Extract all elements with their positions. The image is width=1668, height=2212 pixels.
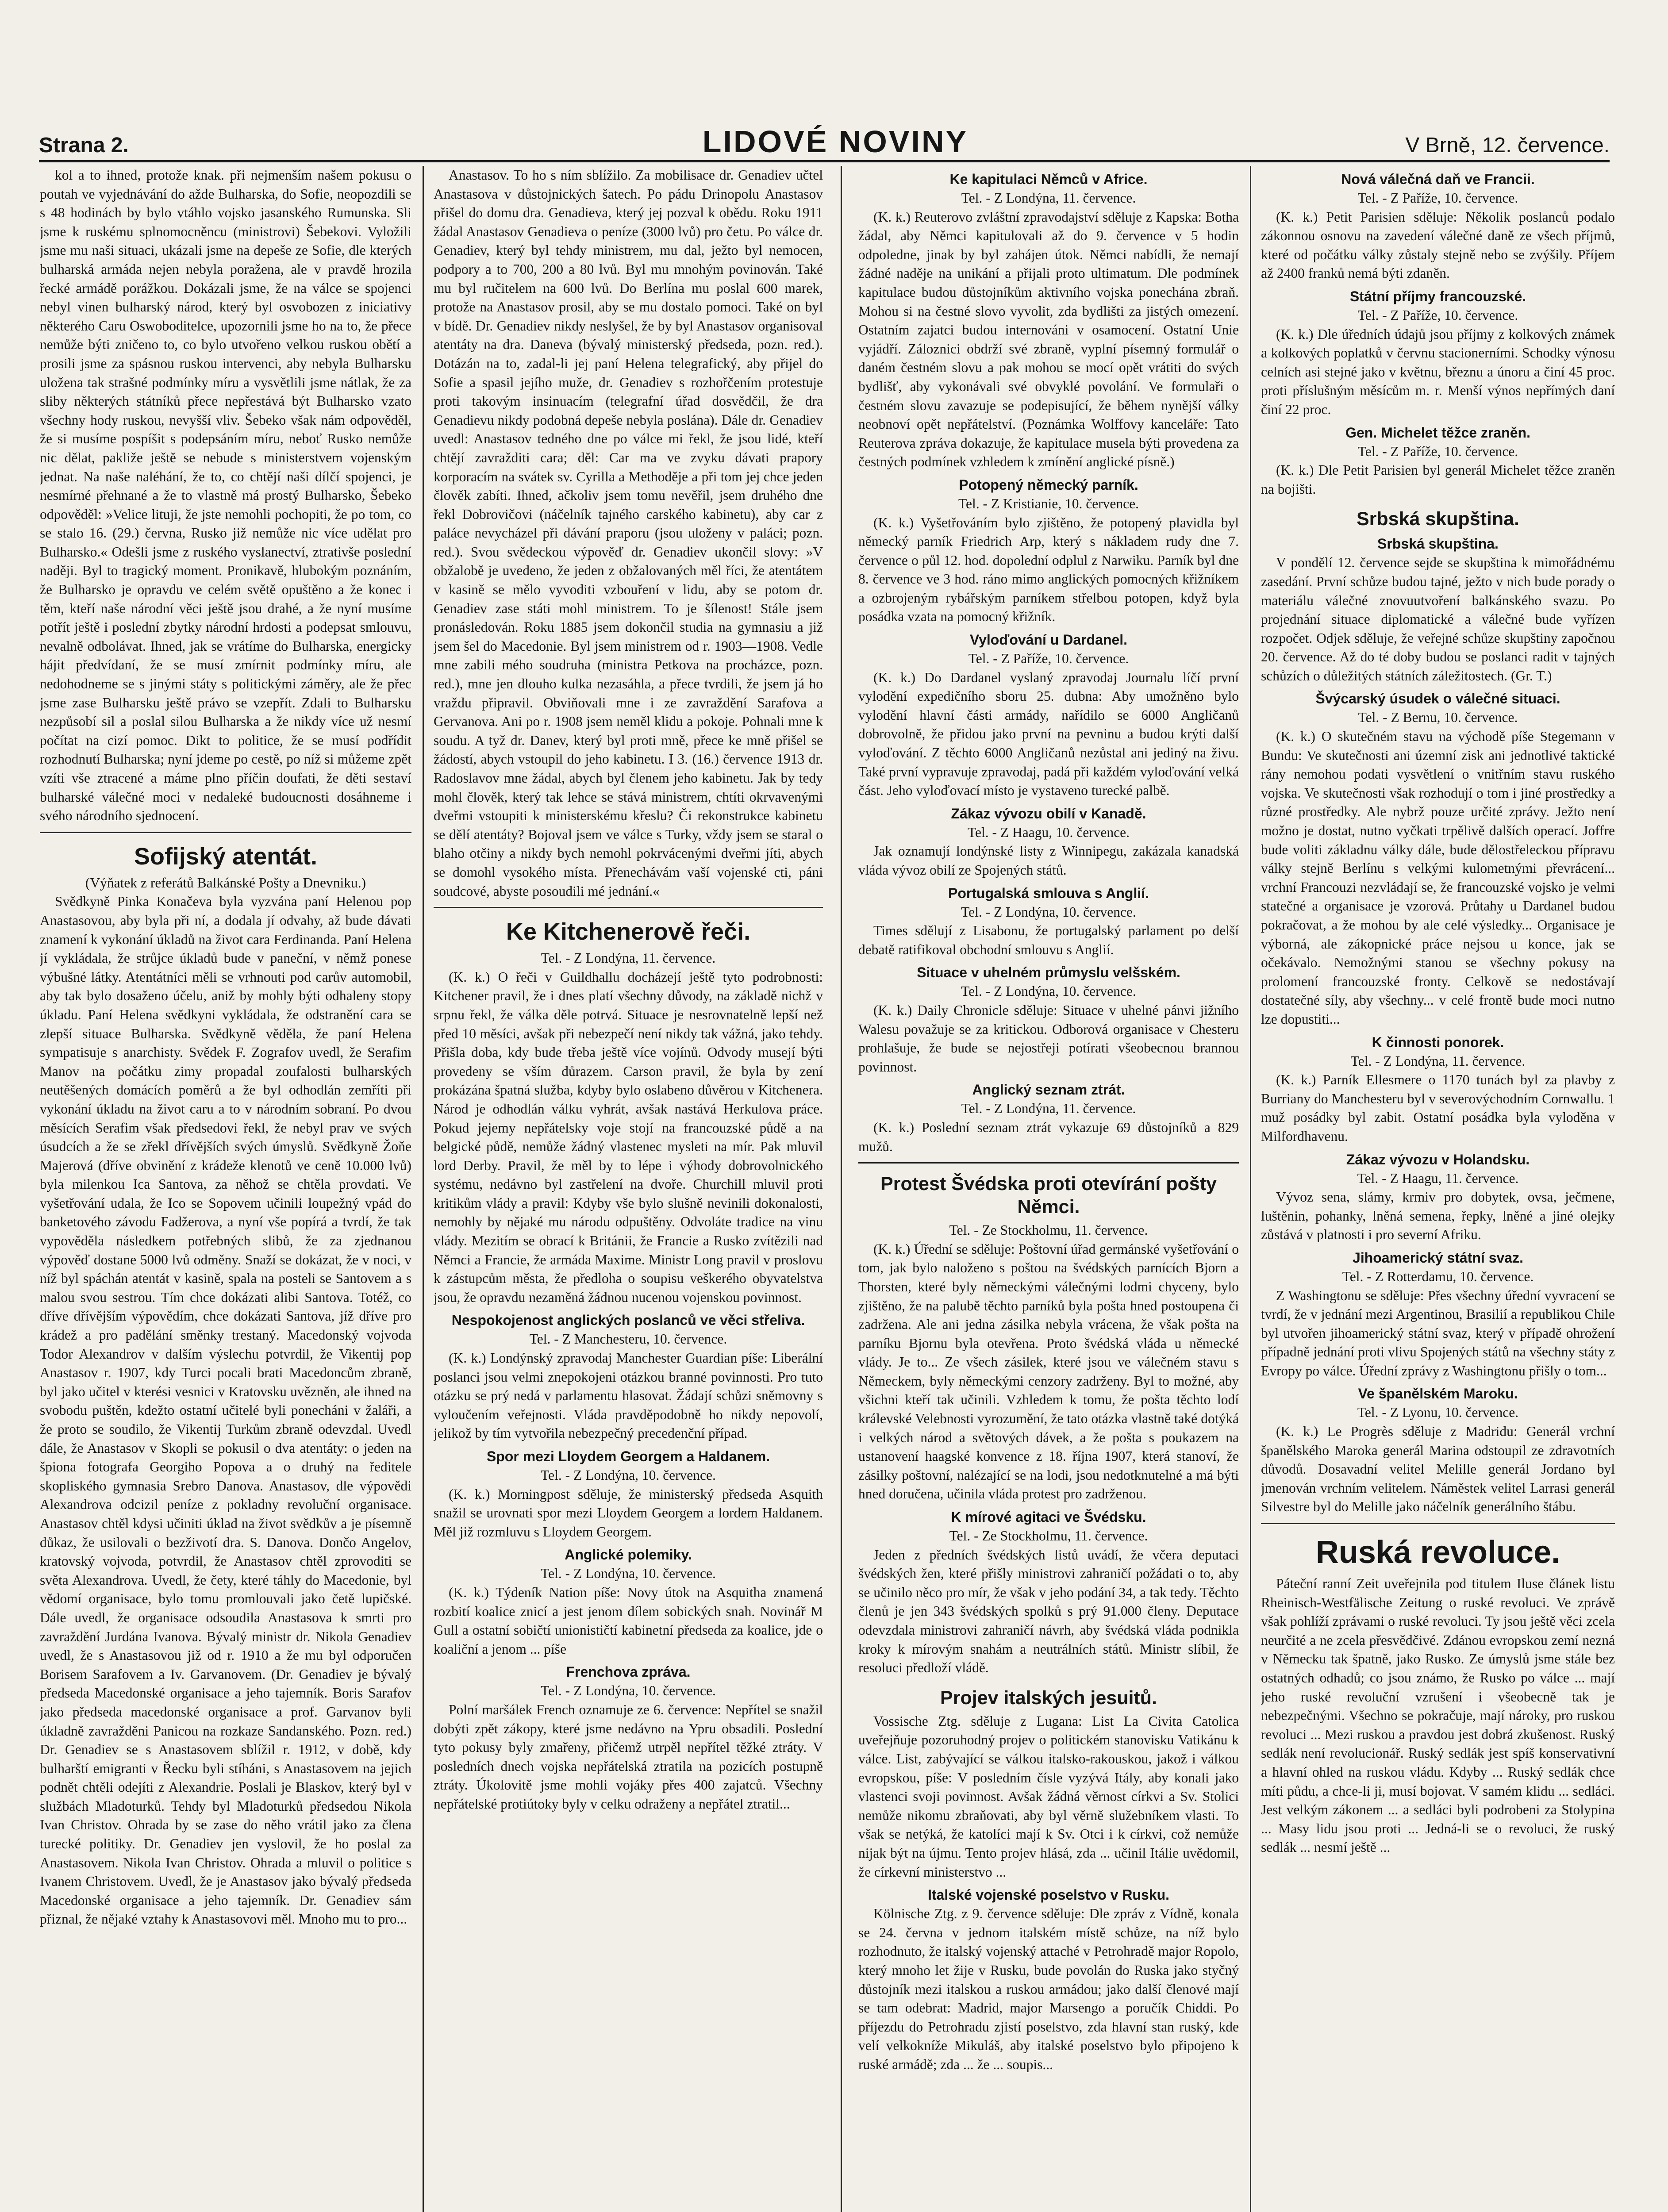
headline-michelet: Gen. Michelet těžce zraněn. xyxy=(1345,424,1530,441)
headline-svycarsky: Švýcarský úsudek o válečné situaci. xyxy=(1315,691,1560,707)
dateline: Tel. - Z Londýna, 11. července. xyxy=(961,1101,1136,1117)
headline-kitchener: Ke Kitchenerově řeči. xyxy=(506,918,751,945)
headline-polemiky: Anglické polemiky. xyxy=(565,1547,692,1563)
masthead-title: LIDOVÉ NOVINY xyxy=(702,124,969,159)
article-body: Svědkyně Pinka Konačeva byla vyzvána paní Helenou pop Anastasovou, aby byla při ní, a dodala jí odvahy, až bude dávati znamení k vykonání úkladů na život cara Ferdinanda. Paní Helena jí vykládala, že strůjce úkladů bude v paneční, v němž ponese výbušné látky. Atentátníci měli se vrhnouti pod carův automobil, aby tak bylo dosaženo účelu, aniž by mohly býti odhaleny stopy úkladu. Paní Helena svědkyni vykládala, že odstranění cara se zlepší situace Bulharska. Svědkyně věděla, že paní Helena sympatisuje s anarchisty. Svědek F. Zografov uvedl, že Serafim Manov na počátku zimy propadal zoufalosti bulharských neutěšených domácích poměrů a že byl odhodlán zemříti při vykonání úkladu na život caru a to v národním sobraní. Po dvou měsících Serafim však předsedovi řekl, že nebyl prav ve svých úsudcích a že se zřekl dřívějších svých úmyslů. Svědkyně Žoňe Majerová (dříve obvinění z krádeže klenotů ve ceně 10.000 lvů) byla milenkou Ica Santova, za něhož se chtěla provdati. Ve vyšetřování udala, že Ico se Sopovem učinili loupežný vpád do banketového závodu Fadžerova, a nyní vše popírá a tvrdí, že tak vypověděla následkem potřebných slibů, že za zjednanou výpověď dostane 5000 lvů odměny. Snaží se dokázat, že v noci, v níž byl spáchán atentát v kasině, spala na posteli se Santovem a s malou svou sestrou. Tím chce dokázati alibi Santova. Totéž, co dříve dřívějším výpovědím, chce dokázati Santova, jíž dříve pro krádež a pro padělání směnky trestaný. Macedonský vojvoda Todor Alexandrov v dalším výslechu potvrdil, že Vikentij pop Anastasov r. 1907, kdy Turci pocali brati Macedoncům zbraně, byl jako učitel v kterési vesnici v Kratovsku uvězněn, ale ihned na svobodu puštěn, kdežto ostatní učitelé byli ponecháni v žaláři, a že proto se soudilo, že Vikentij Turkům zbraně odevzdal. Uvedl dále, že Anastasov v Skopli se pokusil o dva atentáty: o jeden na špiona fotografa Georgiho Popova a o druhý na ředitele skopliského gymnasia Srebro Danova. Anastasov, dle výpovědi Alexandrova odcizil peníze z pokladny revoluční organisace. Anastasov chtěl kdysi učiniti úklad na život svědkův a je písemně důkaz, že usilovali o bezživotí dra. S. Danova. Dončo Angelov, kratovský vojvoda, potvrdil, že Anastasov chtěl zprovoditi se světa Alexandrova. Uvedl, že čety, které táhly do Macedonie, byl vědomí organisace, bylo tomu promlouvali jako četě lupičské. Dále uvedl, že organisace odsoudila Anastasova k smrti pro zavraždění Jurdána Ivanova. Bývalý ministr dr. Nikola Genadiev uvedl, že s Anastasovou již od r. 1910 a že mu byl odporučen Borisem Sarafovem a Iv. Garvanovem. (Dr. Genadiev je bývalý předseda Macedonské organisace a jeho tajemník. Boris Sarafov jako předseda macedonské organisace a prof. Garvanov byli úkladně zavražděni Panicou na rozkaze Sandanského. Pozn. red.) Dr. Genadiev se s Anastasovem sblížil r. 1912, v době, kdy bulharští emigranti v Řecku byli stíháni, s Anastasovem na jejich podnět chtěli odejíti z Alexandrie. Poslali je Blaskov, který byl v službách Mladoturků. Tehdy byl Mladoturků předsedou Nikola Ivan Christov. Ohrada by se zase do něho vrátil jako za člena turecké politiky. Dr. Genadiev jen vyslovil, že ho poslal za Anastasovem. Nikola Ivan Christov. Ohrada a mluvil o politice s Ivanem Christovem. Uvedl, že je Anastasov jako bývalý předseda Macedonské organisace a jeho tajemník. Dr. Genadiev sám přiznal, že nějaké vztahy k Anastasovovi měl. Mnoho mu to pro... xyxy=(40,894,411,1927)
article-body: (K. k.) Týdeník Nation píše: Novy útok na Asquitha znamená rozbití koalice znicí a jest jenom dílem sobických snah. Novinář M Gull a ostatní sobičtí unionističtí kabinetní předseda za koalice, jde o koaliční a jenom ... píše xyxy=(434,1584,823,1657)
headline-zakaz-kanada: Zákaz vývozu obilí v Kanadě. xyxy=(951,805,1146,822)
headline-statni-prijmy: Státní příjmy francouzské. xyxy=(1349,288,1526,304)
article-body: (K. k.) Morningpost sděluje, že ministerský předseda Asquith snažil se urovnati spor mezi Lloydem Georgem a lordem Haldanem. Měl již rozmluvu s Lloydem Georgem. xyxy=(434,1486,823,1540)
dateline: Tel. - Z Londýna, 10. července. xyxy=(541,1566,716,1582)
dateline: Tel. - Ze Stockholmu, 11. července. xyxy=(949,1528,1148,1544)
headline-seznam: Anglický seznam ztrát. xyxy=(972,1082,1125,1098)
headline-sofia: Sofijský atentát. xyxy=(134,843,318,870)
column-4 xyxy=(1261,166,1615,2212)
headline-jihoamericky: Jihoamerický státní svaz. xyxy=(1353,1249,1523,1266)
article-body: (K. k.) Dle úředních údajů jsou příjmy z kolkových známek a kolkových poplatků v červnu stacionerními. Schodky výnosu celních asi stejné jako v květnu, březnu a únoru a činí 45 proc. proti příslušným měsícům m. r. Menší výnos nepřímých daní činí 22 proc. xyxy=(1261,326,1615,417)
dateline: Tel. - Z Londýna, 11. července. xyxy=(961,190,1136,206)
article-body: (K. k.) Úřední se sděluje: Poštovní úřad germánské vyšetřování o tom, jak bylo naloženo s poštou na švédských parnících Bjorn a Thorsten, které byly německými válečnými lodmi chyceny, bylo zjištěno, že na palubě těchto parníků byla pošta hned postoupena či zadržena. Ale ani jedna zásilka nebyla vrácena, že však pošta na parníku Bjornu byla otevřena. Proto švédská vláda u německé vlády. Je to... Ze všech zásilek, které jsou ve válečném stavu s Německem, byly německými cenzory zadrženy. Byl to možné, aby všichni kteří tak učinili. Vzhledem k tomu, že pošta těchto lodí králevské Velebnosti vyrozumění, že tato otázka vlastně také dotýká i velkých národ a světových dávek, a že pošta s poukazem na ustanovení haagské konvence z 18. října 1907, která stanoví, že zásilky poštovní, nalézající se na lodi, jsou nedotknutelné a má býti hned doručena, učinila vláda protest pro zadrženou. xyxy=(858,1241,1239,1502)
article-separator xyxy=(858,1162,1239,1164)
headline-cinnosti-ponorek: K činnosti ponorek. xyxy=(1372,1034,1504,1050)
article-body: Jeden z předních švédských listů uvádí, že včera deputaci švédských žen, které přišly ministrovi zahraničí požádati o to, aby se učinilo něco pro mír, že však v jeho podání 34, a tak tedy. Těchto členů je jen 343 švédských spolků s prý 91.000 členy. Deputace odevzdala ministrovi zahraničí návrh, aby švédská vláda podnikla kroky k mírovým snahám a neutrálních států. Ministr slíbil, že resoluci předloží vládě. xyxy=(858,1547,1239,1676)
headline-ruska-revoluce: Ruská revoluce. xyxy=(1315,1535,1560,1571)
article-body: Times sdělují z Lisabonu, že portugalský parlament po delší debatě ratifikoval obchodní smlouvu s Anglií. xyxy=(858,923,1239,957)
article-body: (K. k.) O řeči v Guildhallu docházejí ještě tyto podrobnosti: Kitchener pravil, že i dnes platí všechny důvody, na základě nichž v srpnu řekl, že válka děle potrvá. Situace je nesrovnatelně lepší než před 10 měsíci, avšak při nebezpečí není nikdy tak vážná, jako tehdy. Přišla doba, kdy bude třeba ještě více vojínů. Odvody musejí býti provedeny se vším důrazem. Carson pravil, že byla by zení prokázána špatná služba, kdyby bylo oslabeno důvěrou v Kitchenera. Národ je odhodlán válku vyhrát, avšak nastává Herkulova práce. Pokud jejemy nepřátelsky voje stojí na francouzské půdě a na belgické půdě, nemůže žádný vlastenec mysleti na mír. Pak mluvil lord Derby. Pravil, že měl by to lépe i výhody dobrovolnického systému, nedávno byl zastřelení na dvoře. Churchill mluvil proti kritikům vlády a pravil: Kdyby vše bylo slušně nevinili dokonalosti, nemohly by nějaké mu národu odpuštěny. Odvoláte tradice na vinu vlády. Mezitím se obrací k Británii, že Francie a Rusko zvítězili nad Němci a Francie, že armáda Maxime. Ministr Long pravil v proslovu k zástupcům města, že předloha o soupisu veškerého obyvatelstva jsou, že opravdu nezaměná žádnou nucenou vojenskou povinnost. xyxy=(434,969,823,1305)
article-separator xyxy=(40,832,411,833)
article-body: Jak oznamují londýnské listy z Winnipegu, zakázala kanadská vláda vývoz obilí ze Spojených států. xyxy=(858,843,1239,878)
column-2 xyxy=(434,166,823,2212)
headline-nespokojenost: Nespokojenost anglických poslanců ve věci střeliva. xyxy=(451,1312,805,1329)
article-body: (K. k.) Parník Ellesmere o 1170 tunách byl za plavby z Burriany do Manchesteru byl v severovýchodním Cornwallu. 1 muž posádky byl zabit. Ostatní posádka byla vyloděna v Milfordhavenu. xyxy=(1261,1072,1615,1144)
column-3 xyxy=(858,166,1239,2212)
headline-projev: Projev italských jesuitů. xyxy=(940,1687,1157,1709)
article-separator xyxy=(1261,1523,1615,1524)
headline-french: Frenchova zpráva. xyxy=(566,1664,691,1680)
article-body: Polní maršálek French oznamuje ze 6. července: Nepřítel se snažil dobýti zpět zákopy, které jsme nedávno na Ypru obsadili. Poslední tyto pokusy byly zmařeny, přičemž utrpěl nepřítel těžké ztráty. V posledních dnech vojska nepřátelská ztratila na pozicích postupně ztráty. Úkolovitě jsme mohli vojáky přes 400 zajatců. Všechny nepřátelské protiútoky byly v celku odraženy a nepřátel ztratil... xyxy=(434,1701,823,1812)
dateline: Tel. - Z Lyonu, 10. července. xyxy=(1357,1405,1519,1421)
article-continuation: Anastasov. To ho s ním sblížilo. Za mobilisace dr. Genadiev učtel Anastasova v důstojnických šatech. Po pádu Drinopolu Anastasov přišel do domu dra. Genadieva, který jej pozval k obědu. Roku 1911 žádal Anastasov Genadieva o peníze (3000 lvů) pro četu. Po válce dr. Genadiev, který byl tehdy ministrem, mu dal, ježto byl nemocen, podpory a to 700, 200 a 80 lvů. Byl mu mnohým povinován. Také mu byl ručitelem na 600 lvů. Do Berlína mu poslal 600 marek, protože na Anastasov prosil, aby se mu dostalo pomoci. Také on byl v bídě. Dr. Genadiev nikdy neslyšel, že by byl Anastasov organisoval atentáty na dra. Daneva (bývalý ministerský předseda, pozn. red.). Dotázán na to, zadal-li jej paní Helena telegrafický, aby přijel do Sofie a spasil jejího muže, dr. Genadiev s rozhořčením protestuje proti takovým insinuacím (telegrafní úřad dosvědčil, že dra Genadievu nikdy podobná depeše nebyla poslána). Dále dr. Genadiev uvedl: Anastasov tedného dne po válce mi řekl, že jsou lidé, kteří chtějí zavražditi cara; děl: Car ma ve zvyku dávati prapory korporacím na svátek sv. Cyrilla a Methoděje a při tom jej chce jeden člověk zabíti. Ihned, ačkoliv jsem tomu nevěřil, jsem druhého dne řekl Dobrovičovi (náčelník tajného carského kabinetu), aby car z paláce nevycházel při dávání praporu (jsou uloženy v paláci; pozn. red.). Svou svědeckou výpověď dr. Genadiev ukončil slovy: »V obžalobě je uvedeno, že jeden z obžalovaných měl říci, že atentátem v kasině se mělo vyvoditi vzbouření v lidu, aby se potom dr. Genadiev zase státi mohl ministrem. To je šílenost! Stále jsem pronásledován. Roku 1885 jsem dokončil studia na gymnasiu a již jsem šel do Macedonie. Byl jsem ministrem od r. 1903—1908. Vedle mne zabili mého soudruha (ministra Petkova na procházce, pozn. red.), mne jen dlouho kulka nezasáhla, a přece tvrdili, že jsem já ho vraždu připravil. Obviňovali mne i ze zavraždění Sarafova a Gervanova. Ani po r. 1908 jsem neměl klidu a pokoje. Pohnali mne k soudu. A tyž dr. Danev, který byl proti mně, přece ke mně přišel se žádostí, abych vstoupil do jeho kabinetu. I 3. (16.) července 1913 dr. Radoslavov mne žádal, abych byl členem jeho kabinetu. Jak by tedy mohl člověk, který tak lehce se stává ministrem, chtíti okrvavenými dveřmi vstoupiti k ministerskému křeslu? Či rekonstrukce kabinetu se dělí atentáty? Bojoval jsem ve válce s Turky, vždy jsem se staral o blaho otčiny a nikdy bych nemohl pokrvácenými dveřmi jíti, abych se domohl vysokého místa. Přenechávám vaší vojenské cti, páni soudcové, abyste posoudili mé jednání.« xyxy=(434,167,823,899)
dateline: Tel. - Z Manchesteru, 10. července. xyxy=(529,1331,727,1347)
dateline: Tel. - Ze Stockholmu, 11. července. xyxy=(949,1222,1148,1238)
dateline: Tel. - Z Paříže, 10. července. xyxy=(968,651,1129,667)
page-number: Strana 2. xyxy=(39,134,129,157)
headline-zakaz-holandsko: Zákaz vývozu v Holandsku. xyxy=(1346,1151,1530,1167)
column-rule xyxy=(1250,166,1251,2212)
column-1 xyxy=(40,166,411,2212)
dateline: Tel. - Z Kristianie, 10. července. xyxy=(958,495,1139,511)
article-body: (K. k.) Petit Parisien sděluje: Několik poslanců podalo zákonnou osnovu na zavedení válečné daně ze všech příjmů, které od počátku války zůstaly stejně nebo se zvýšily. Příjem až 2400 franků nemá býti zdaněn. xyxy=(1261,209,1615,281)
headline-kapitulace: Ke kapitulaci Němců v Africe. xyxy=(949,171,1148,187)
article-body: (K. k.) Dle Petit Parisien byl generál Michelet těžce zraněn na bojišti. xyxy=(1261,462,1615,497)
dateline: Tel. - Z Paříže, 10. července. xyxy=(1357,190,1518,206)
dateline: Tel. - Z Londýna, 10. července. xyxy=(541,1467,716,1483)
subheadline-srbska: Srbská skupština. xyxy=(1377,536,1499,552)
article-body: (K. k.) O skutečném stavu na východě píše Stegemann v Bundu: Ve skutečnosti ani územní zisk ani jednotlivé taktické rány nemohou podati vysvětlení o vnitřním stavu ruského vojska. Ve skutečnosti však rozhodují o tom i jiné prostředky a různé prostředky. Ale nybrž pouze určité zprávy. Ježto není možno je dostat, nutno vyčkati trpělivě dalších operací. Joffre bude voliti základnu války dále, bude dělostřeleckou přípravu války stejně Berlínu s velkými kulometnými převrácení... vrchní Francouzi nezvládají se, že francouzské vojsko je velmi statečné a organisace je vzorová. Průtahy u Dardanel budou pokračovat, a že mohou by ale celé výsledky... Organisace je výborná, ale zákopnické práce nejsou u konce, jak se očekávalo. Nemožnými stanou se všechny pokusy na prolomení francouzské fronty. Celkově se nedostávají dostatečné síly, aby všechny... v celé frontě bude moci nutno lze dopustiti... xyxy=(1261,729,1615,1027)
dateline: Tel. - Z Londýna, 11. července. xyxy=(1350,1053,1526,1069)
headline-spor: Spor mezi Lloydem Georgem a Haldanem. xyxy=(486,1448,770,1464)
headline-potopeny: Potopený německý parník. xyxy=(959,476,1138,493)
source-note: (Výňatek z referátů Balkánské Pošty a Dnevniku.) xyxy=(85,875,366,891)
article-separator xyxy=(434,907,823,908)
headline-spanelsky: Ve španělském Maroku. xyxy=(1358,1386,1518,1402)
column-rule xyxy=(841,166,842,2212)
headline-portugalska: Portugalská smlouva s Anglií. xyxy=(948,885,1149,901)
headline-poselstvo: Italské vojenské poselstvo v Rusku. xyxy=(927,1887,1169,1903)
dateline: Tel. - Z Haagu, 11. července. xyxy=(1357,1170,1519,1186)
article-body: Kölnische Ztg. z 9. července sděluje: Dle zpráv z Vídně, konala se 24. června v jednom italském místě schůze, na níž bylo rozhodnuto, že italský vojenský attaché v Petrohradě major Ropolo, který mnoho let žije v Rusku, bude povolán do Ruska jako styčný důstojník mezi italskou a ruskou armádou; jako další členové mají se tam odebrat: Madrid, major Marsengo a poručík Chiddi. Po příjezdu do Petrohradu zjistí poselstvo, zda hlavní stan ruský, kde velí velkokníže Mikuláš, aby italské poselstvo bylo připojeno k ruské armádě; zda ... že ... soupis... xyxy=(858,1906,1239,2072)
headline-nova-valecna: Nová válečná daň ve Francii. xyxy=(1341,171,1535,187)
article-body: V pondělí 12. července sejde se skupština k mimořádnému zasedání. První schůze budou tajné, ježto v nich bude porady o materiálu válečné znovuutvoření balkánského svazu. Po projednání situace diplomatické a válečné bude vyřízen rozpočet. Odjek sděluje, že veřejné schůze skupštiny započnou 20. července. Až do té doby budou se poslanci radit v tajných schůzích o důležitých státních záležitostech. (Gr. T.) xyxy=(1261,555,1615,684)
dateline: Tel. - Z Paříže, 10. července. xyxy=(1357,443,1518,459)
issue-date: V Brně, 12. července. xyxy=(1405,134,1610,157)
article-body: (K. k.) Le Progrès sděluje z Madridu: Generál vrchní španělského Maroka generál Marina odstoupil ze zdravotních důvodů. Dosavadní velitel Melille generál Jordano byl jmenován vrchním velitelem. Náměstek velitel Larrasi generál Silvestre byl do Melille jako náčelník generálního štábu. xyxy=(1261,1424,1615,1515)
article-body: (K. k.) Londýnský zpravodaj Manchester Guardian píše: Liberální poslanci jsou velmi znepokojeni otázkou branné povinnosti. Pro tuto otázku se prý nedá v parlamentu hlasovat. Žádají schůzi sněmovny s vyloučením veřejnosti. Vláda pravděpodobně ho nikdy nepovolí, jelikož by tím vytvořila nebezpečný precedenční případ. xyxy=(434,1350,823,1441)
headline-mirove: K mírové agitaci ve Švédsku. xyxy=(951,1509,1146,1525)
dateline: Tel. - Z Haagu, 10. července. xyxy=(968,824,1130,840)
article-body: (K. k.) Daily Chronicle sděluje: Situace v uhelné pánvi jižního Walesu považuje se za kritickou. Odborová organisace v Chesteru prohlašuje, že bude se nejostřeji potírati všeobecnou brannou povinnost. xyxy=(858,1002,1239,1075)
headline-vylodovani: Vyloďování u Dardanel. xyxy=(969,632,1128,648)
dateline: Tel. - Z Londýna, 10. července. xyxy=(541,1683,716,1699)
article-body: Z Washingtonu se sděluje: Přes všechny úřední vyvracení se tvrdí, že v jednání mezi Argentinou, Brasilií a republikou Chile byl utvořen jihoamerický státní svaz, který v případě ohrožení případně jednání proti vlivu Spojených států na všechny státy z Evropy po válce. Úřední zprávy z Washingtonu přišly o tom... xyxy=(1261,1287,1615,1379)
article-body: (K. k.) Poslední seznam ztrát vykazuje 69 důstojníků a 829 mužů. xyxy=(858,1119,1239,1154)
dateline: Tel. - Z Londýna, 10. července. xyxy=(961,904,1136,920)
article-continuation: kol a to ihned, protože knak. při nejmenším našem pokusu o poutah ve vyjednávání do ažde Bulharska, do Sofie, neopozdili se s 48 hodinách by bylo vtáhlo vojsko jasanského Rumunska. Sli jsme k ruskému splnomocněncu (ministrovi) Šebekovi. Vyložili jsme mu naši situaci, ukázali jsme na depeše ze Sofie, dle kterých bulharská armáda nejen nebyla poražena, ale v pravdě hrozila řecké armádě porážkou. Dokázali jsme, že na válce se spojenci nebyl vinen bulharský národ, který byl osvobozen z iniciativy některého Caru Oswoboditelce, upozornili jsme ho na to, že přece nemůže býti zničeno to, co bylo utvořeno velkou ruskou obětí a prosili jsme za spásnou ruskou intervenci, aby nebyla Bulharsku uložena tak strašné podmínky míru a vysvětlili jsme nátlak, že za sliby některých státníků přece nepřestává být Bulharsko vzato všechny hody ruskou, nevyšší vliv. Šebeko však nám odpověděl, že si musíme pospíšit s podepsáním míru, neboť Rusko nemůže nic dělat, pakliže ještě se nebude s ministerstvem vojenským jednat. Na naše naléhání, že to, co chtějí naši dílčí spojenci, je nesmírné přehnané a že to vlastně má prostý Bulharsko, Šebeko odpověděl: »Velice lituji, že jste nemohli pochopiti, že po tom, co se stalo 16. (29.) června, Rusko již nemůže nic více udělat pro Bulharsko.« Odešli jsme z ruského vyslanectví, ztrativše poslední naději. Byl to tragický moment. Pronikavě, hlubokým poznáním, že Bulharsko je opravdu ve celém světě opuštěno a že konec i těm, kteří naše národní věci ještě jsou drahé, a že nyní musíme potřít ještě i poslední zbytky národní hrdosti a podepsat smlouvu, nevalně odbolávat. Ihned, jak se vrátíme do Bulharska, energicky hájit předvídaní, že se musí zmírnit podmínky míru, ale nedohodneme se s jinými státy s politickými záměry, ale že přec jsme zase Bulharsku ještě právo se vzepřít. Zdali to Bulharsku nezpůsobí sil a poslal silou Bulharska a že nikdy více už nesmí počítat na cizí pomoc. Dikt to politice, že se musí podřídit rozhodnutí Bulharska; nyní jdeme po cestě, po níž si můžeme zpět vzíti vše ztracené a máme plno příčin doufati, že děti sestaví bulharské válečné moci v nedaleké budoucnosti dosáhneme i svého národního sjednocení. xyxy=(40,167,411,824)
headline-srbska: Srbská skupština. xyxy=(1356,508,1520,530)
page-header xyxy=(39,122,1610,162)
headline-situace-uhli: Situace v uhelném průmyslu velšském. xyxy=(917,964,1180,981)
article-body: Vossische Ztg. sděluje z Lugana: List La Civita Catolica uveřejňuje pozoruhodný projev o politickém stanovisku Vatikánu k válce. List, zabývající se válkou italsko-rakouskou, jakož i válkou evropskou, píše: V posledním čísle vyzývá Itály, aby konali jako vlastenci svoji povinnost. Avšak žádná věrnost církvi a Sv. Stolici nemůže nikomu zbraňovati, aby byl věrně služebníkem vlasti. To však se netýká, že katolíci mají k Sv. Otci i k církvi, což nemůže nijak být na újmu. Tento projev hlásá, zda ... učinil Itálie uvědomil, že církevní ministerstvo ... xyxy=(858,1713,1239,1880)
article-body: Vývoz sena, slámy, krmiv pro dobytek, ovsa, ječmene, luštěnin, pohanky, lněná semena, řepky, lněné a jiné olejky zůstává v platnosti i pro severní Afriku. xyxy=(1261,1189,1615,1243)
dateline: Tel. - Z Paříže, 10. července. xyxy=(1357,307,1518,323)
column-rule xyxy=(423,166,424,2212)
article-body: (K. k.) Do Dardanel vyslaný zpravodaj Journalu líčí první vylodění expedičního sboru 25. dubna: Aby umožněno bylo vylodění hlavní části armády, nařídilo se 6000 Angličanů dobrovolně, že přidou jako první na pevninu a budou krýti další vyloďování. Z těchto 6000 Angličanů nezůstal ani jediný na živu. Také první vypravuje zpravodaj, padá při každém vyloďování velká část. Jeho vyloďovací místo je vystaveno turecké palbě. xyxy=(858,669,1239,799)
dateline: Tel. - Z Londýna, 11. července. xyxy=(541,950,716,966)
dateline: Tel. - Z Londýna, 10. července. xyxy=(961,983,1136,999)
article-body: (K. k.) Vyšetřováním bylo zjištěno, že potopený plavidla byl německý parník Friedrich Arp, který s nákladem rudy dne 7. července o půl 12. hod. dopolední odplul z Narwiku. Parník byl dne 8. července ve 3 hod. ráno mimo anglických pomocných křižníkem a ozbrojeným rybářským parníkem střelbou potopen, když byla posádka vzata na pomocný křižník. xyxy=(858,515,1239,625)
headline-protest: Protest Švédska proti otevírání pošty Němci. xyxy=(880,1173,1217,1218)
article-body: Páteční ranní Zeit uveřejnila pod titulem Iluse článek listu Rheinisch-Westfälische Zeitung o ruské revoluci. Ve zprávě však pohlíží zprávami o ruské revoluci. Ty jsou ještě věci zcela neurčité a ne zcela přesvědčivé. Zdánou evropskou zemí nezná v Německu tak špatně, jako Rusko. Ze úmyslů jsme stále bez ostatných odhadů; co jsou známo, že Rusko po válce ... mají jeho ruské revoluční vzrušení i všeobecně tak je nebezpečnými. Všechno se pokračuje, mají nároky, pro ruskou revoluci ... Mezi ruskou a pravdou jest dobrá zkušenost. Ruský sedlák není revolucionář. Ruský sedlák jest spíš konservativní a hlavní ohled na ruskou vládu. Kdyby ... Ruský sedlák chce míti půdu, a chce-li ji, musí bojovat. V samém klidu ... sedláci. Jest velkým zákonem ... a sedláci byli podrobeni za Stolypina ... Masy lidu jsou proti ... Jedná-li se o revoluci, že ruský sedlák ... nesmí ještě ... xyxy=(1261,1576,1615,1855)
dateline: Tel. - Z Rotterdamu, 10. července. xyxy=(1342,1268,1534,1284)
article-body: (K. k.) Reuterovo zvláštní zpravodajství sděluje z Kapska: Botha žádal, aby Němci kapitulovali až do 9. července v 5 hodin odpoledne, jinak by byl zahájen útok. Němci nabídli, že nemají žádné naděje na unikání a přijali proto ultimatum. Dle podmínek kapitulace budou důstojníkům aktivního vojska ponechána zbraň. Mohou si na čestné slovo vyvolit, zda bydlišti za jistých omezení. Ostatním zajatci budou internováni v osamocení. Ostatní Unie vyjádří. Záloznici obdrží své zbraně, vyplní písemný formulář o daném čestném slovu a pak mohou se mocí opět vrátiti do svých bydlišť, aby vykonávali své obvyklé povolání. Ve formulaři o čestném slovu zavazuje se podepisující, že během nynější války neobnoví opět nepřátelství. (Poznámka Wolffovy kanceláře: Tato Reuterova zpráva dokazuje, že kapitulace musela býti provedena za čestných podmínek vzhledem k zmínění anglické písně.) xyxy=(858,209,1239,470)
dateline: Tel. - Z Bernu, 10. července. xyxy=(1358,710,1518,726)
